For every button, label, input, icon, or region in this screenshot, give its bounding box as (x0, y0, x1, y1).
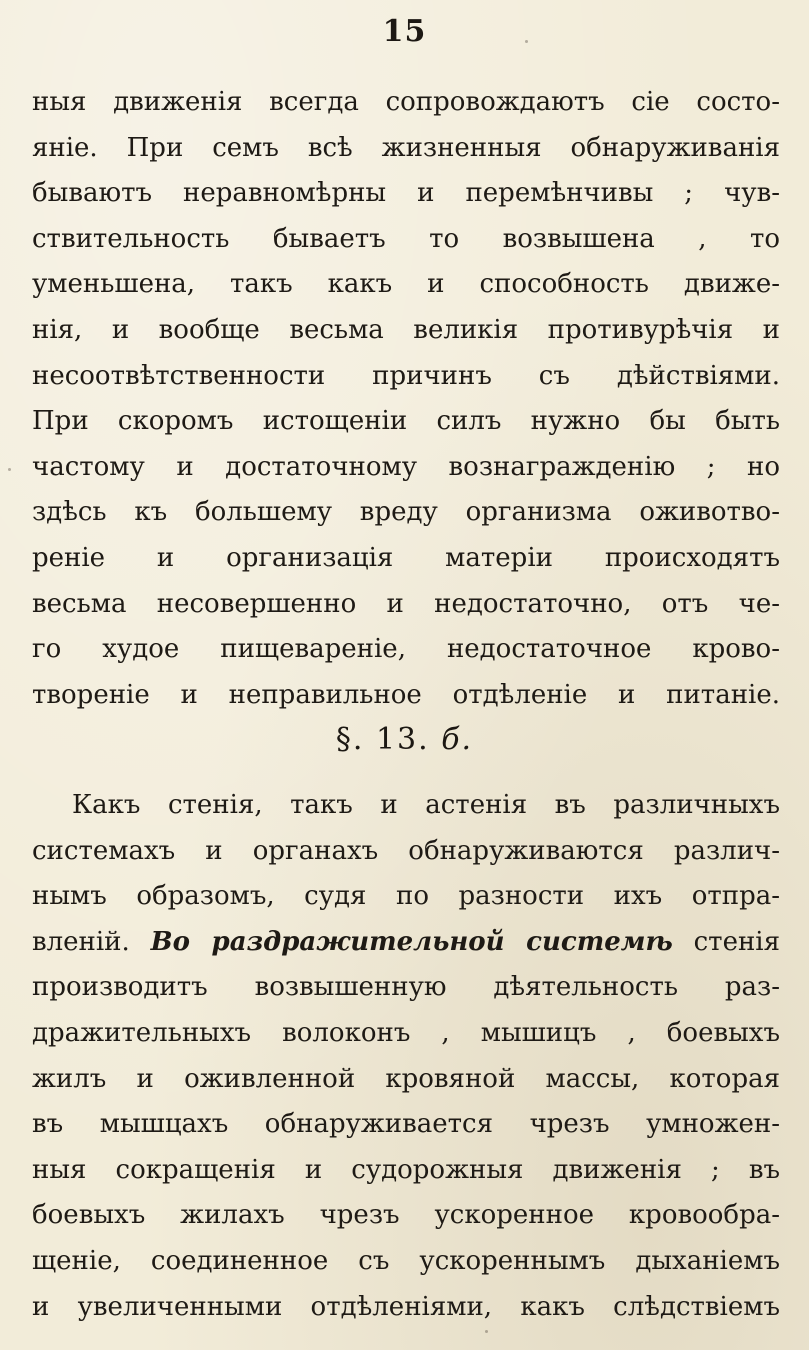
text-line: дражительныхъ волоконъ , мышицъ , боевыхъ (32, 1017, 780, 1048)
section-number: §. 13. (335, 722, 430, 757)
text-fragment: вленій. (32, 926, 130, 957)
text-line: и увеличенными отдѣленіями, какъ слѣдствіемъ (32, 1291, 780, 1322)
text-line: ныя движенія всегда сопровождаютъ сіе состо- (32, 87, 780, 117)
text-line: въ мышцахъ обнаруживается чрезъ умножен- (32, 1109, 780, 1140)
paper-speck (8, 468, 11, 471)
paragraph-2 (32, 783, 780, 1330)
text-fragment: стенія (693, 926, 780, 957)
text-line: твореніе и неправильное отдѣленіе и питаніе. (32, 679, 780, 710)
text-line: При скоромъ истощеніи силъ нужно бы быть (32, 406, 780, 437)
paper-speck (525, 40, 528, 43)
text-line-with-emphasis (32, 920, 780, 966)
paragraph-1 (32, 80, 780, 718)
text-line: весьма несовершенно и недостаточно, отъ че- (32, 588, 780, 619)
text-line: жилъ и оживленной кровяной массы, которая (32, 1063, 780, 1094)
text-line: реніе и организація матеріи происходятъ (32, 542, 780, 573)
page-number: 15 (382, 14, 427, 49)
text-line: яніе. При семъ всѣ жизненныя обнаруживанія (32, 132, 780, 163)
text-line: нымъ образомъ, судя по разности ихъ отпра- (32, 881, 780, 912)
text-line: щеніе, соединенное съ ускореннымъ дыханіемъ (32, 1245, 780, 1276)
text-line: здѣсь къ большему вреду организма оживотво- (32, 497, 780, 528)
text-line: системахъ и органахъ обнаруживаются различ- (32, 835, 780, 866)
text-line: Какъ стенія, такъ и астенія въ различныхъ (72, 790, 780, 820)
text-line: ствительность бываетъ то возвышена , то (32, 223, 780, 254)
text-line: производитъ возвышенную дѣятельность раз- (32, 972, 780, 1003)
text-line: частому и достаточному вознагражденію ; но (32, 451, 780, 482)
text-line: несоотвѣтственности причинъ съ дѣйствіями. (32, 360, 780, 391)
text-line: ныя сокращенія и судорожныя движенія ; въ (32, 1154, 780, 1185)
text-line: уменьшена, такъ какъ и способность движе- (32, 269, 780, 300)
text-line: нія, и вообще весьма великія противурѣчія и (32, 314, 780, 345)
emphasized-phrase: Во раздражительной системѣ (150, 926, 673, 957)
section-heading (0, 722, 809, 757)
section-subletter: б. (441, 722, 474, 757)
text-line: боевыхъ жилахъ чрезъ ускоренное кровообра- (32, 1200, 780, 1231)
paper-speck (485, 1330, 488, 1333)
text-line: го худое пищевареніе, недостаточное крово- (32, 634, 780, 665)
text-line: бываютъ неравномѣрны и перемѣнчивы ; чув- (32, 178, 780, 209)
